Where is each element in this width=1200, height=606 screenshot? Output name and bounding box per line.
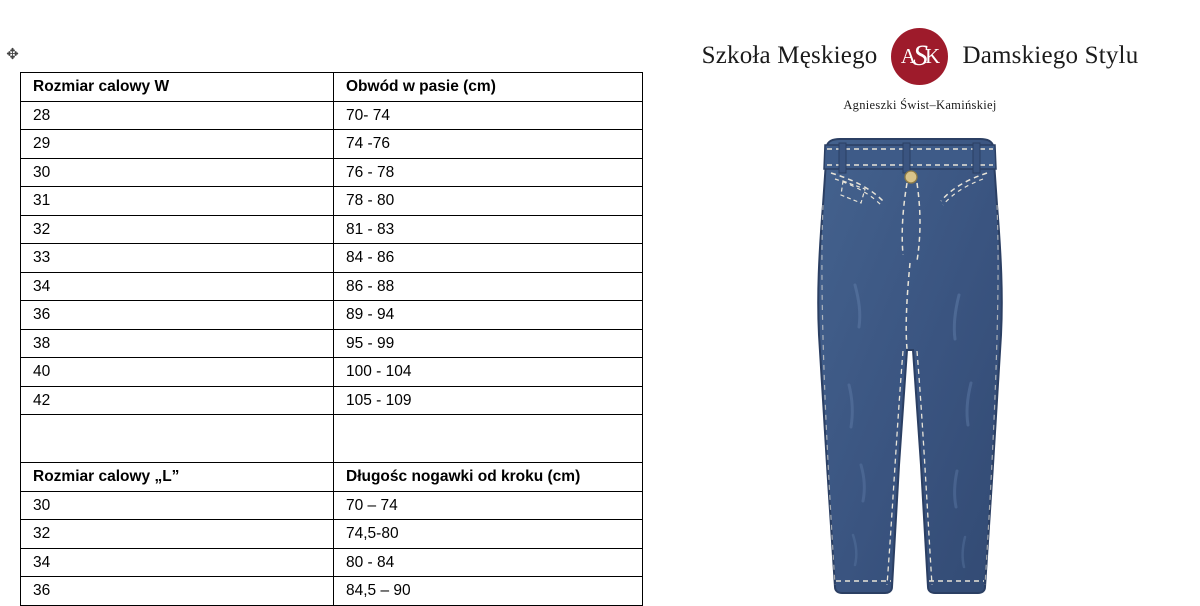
ask-monogram-logo (891, 28, 948, 85)
cell-size: 40 (21, 358, 334, 387)
size-tables (20, 72, 616, 606)
cell-size: 34 (21, 272, 334, 301)
cell-empty (334, 415, 643, 463)
table-row (21, 158, 643, 187)
cell-size: 32 (21, 215, 334, 244)
cell-size: 33 (21, 244, 334, 273)
cell-measure: 89 - 94 (334, 301, 643, 330)
cell-measure: 86 - 88 (334, 272, 643, 301)
belt-loop (973, 143, 980, 173)
cell-size: 32 (21, 520, 334, 549)
brand-title-right: Damskiego Stylu (962, 42, 1139, 69)
cell-size: 34 (21, 548, 334, 577)
table-row (21, 187, 643, 216)
cell-measure: 78 - 80 (334, 187, 643, 216)
header-cell-length-size: Rozmiar calowy „L” (21, 463, 334, 492)
monogram-letter-a: A (900, 43, 915, 68)
size-table (20, 72, 643, 606)
cell-size: 38 (21, 329, 334, 358)
move-crosshair-icon[interactable]: ✥ (6, 46, 19, 63)
table-row (21, 272, 643, 301)
brand-subtitle: Agnieszki Świst–Kamińskiej (843, 98, 997, 112)
monogram-letter-k: K (924, 43, 940, 68)
monogram-letter-s: S (912, 39, 927, 72)
cell-measure: 80 - 84 (334, 548, 643, 577)
header-cell-length-measure: Długośc nogawki od kroku (cm) (334, 463, 643, 492)
cell-size: 42 (21, 386, 334, 415)
table-row (21, 386, 643, 415)
cell-size: 36 (21, 301, 334, 330)
brand-title-row (660, 26, 1180, 86)
cell-size: 28 (21, 101, 334, 130)
cell-measure: 74 -76 (334, 130, 643, 159)
brand-title-left: Szkoła Męskiego (701, 42, 878, 69)
belt-loop (839, 143, 846, 173)
cell-measure: 81 - 83 (334, 215, 643, 244)
table-row (21, 491, 643, 520)
table-header-row-waist (21, 73, 643, 102)
jeans-button (905, 171, 917, 183)
table-row (21, 301, 643, 330)
cell-measure: 70 – 74 (334, 491, 643, 520)
table-row (21, 548, 643, 577)
header-cell-waist-size: Rozmiar calowy W (21, 73, 334, 102)
table-row (21, 520, 643, 549)
cell-size: 31 (21, 187, 334, 216)
cell-measure: 95 - 99 (334, 329, 643, 358)
table-spacer-row (21, 415, 643, 463)
brand-header (660, 26, 1180, 113)
table-row (21, 329, 643, 358)
cell-measure: 76 - 78 (334, 158, 643, 187)
table-row (21, 215, 643, 244)
cell-size: 36 (21, 577, 334, 606)
cell-size: 30 (21, 491, 334, 520)
table-row (21, 358, 643, 387)
table-header-row-length (21, 463, 643, 492)
cell-size: 29 (21, 130, 334, 159)
header-cell-waist-measure: Obwód w pasie (cm) (334, 73, 643, 102)
cell-measure: 70- 74 (334, 101, 643, 130)
cell-measure: 100 - 104 (334, 358, 643, 387)
cell-measure: 74,5-80 (334, 520, 643, 549)
cell-measure: 84 - 86 (334, 244, 643, 273)
table-row (21, 577, 643, 606)
table-row (21, 130, 643, 159)
table-row (21, 101, 643, 130)
jeans-illustration (735, 135, 1085, 600)
belt-loop (903, 143, 910, 173)
jeans-body (818, 139, 1002, 593)
cell-measure: 84,5 – 90 (334, 577, 643, 606)
cell-measure: 105 - 109 (334, 386, 643, 415)
table-row (21, 244, 643, 273)
cell-size: 30 (21, 158, 334, 187)
cell-empty (21, 415, 334, 463)
